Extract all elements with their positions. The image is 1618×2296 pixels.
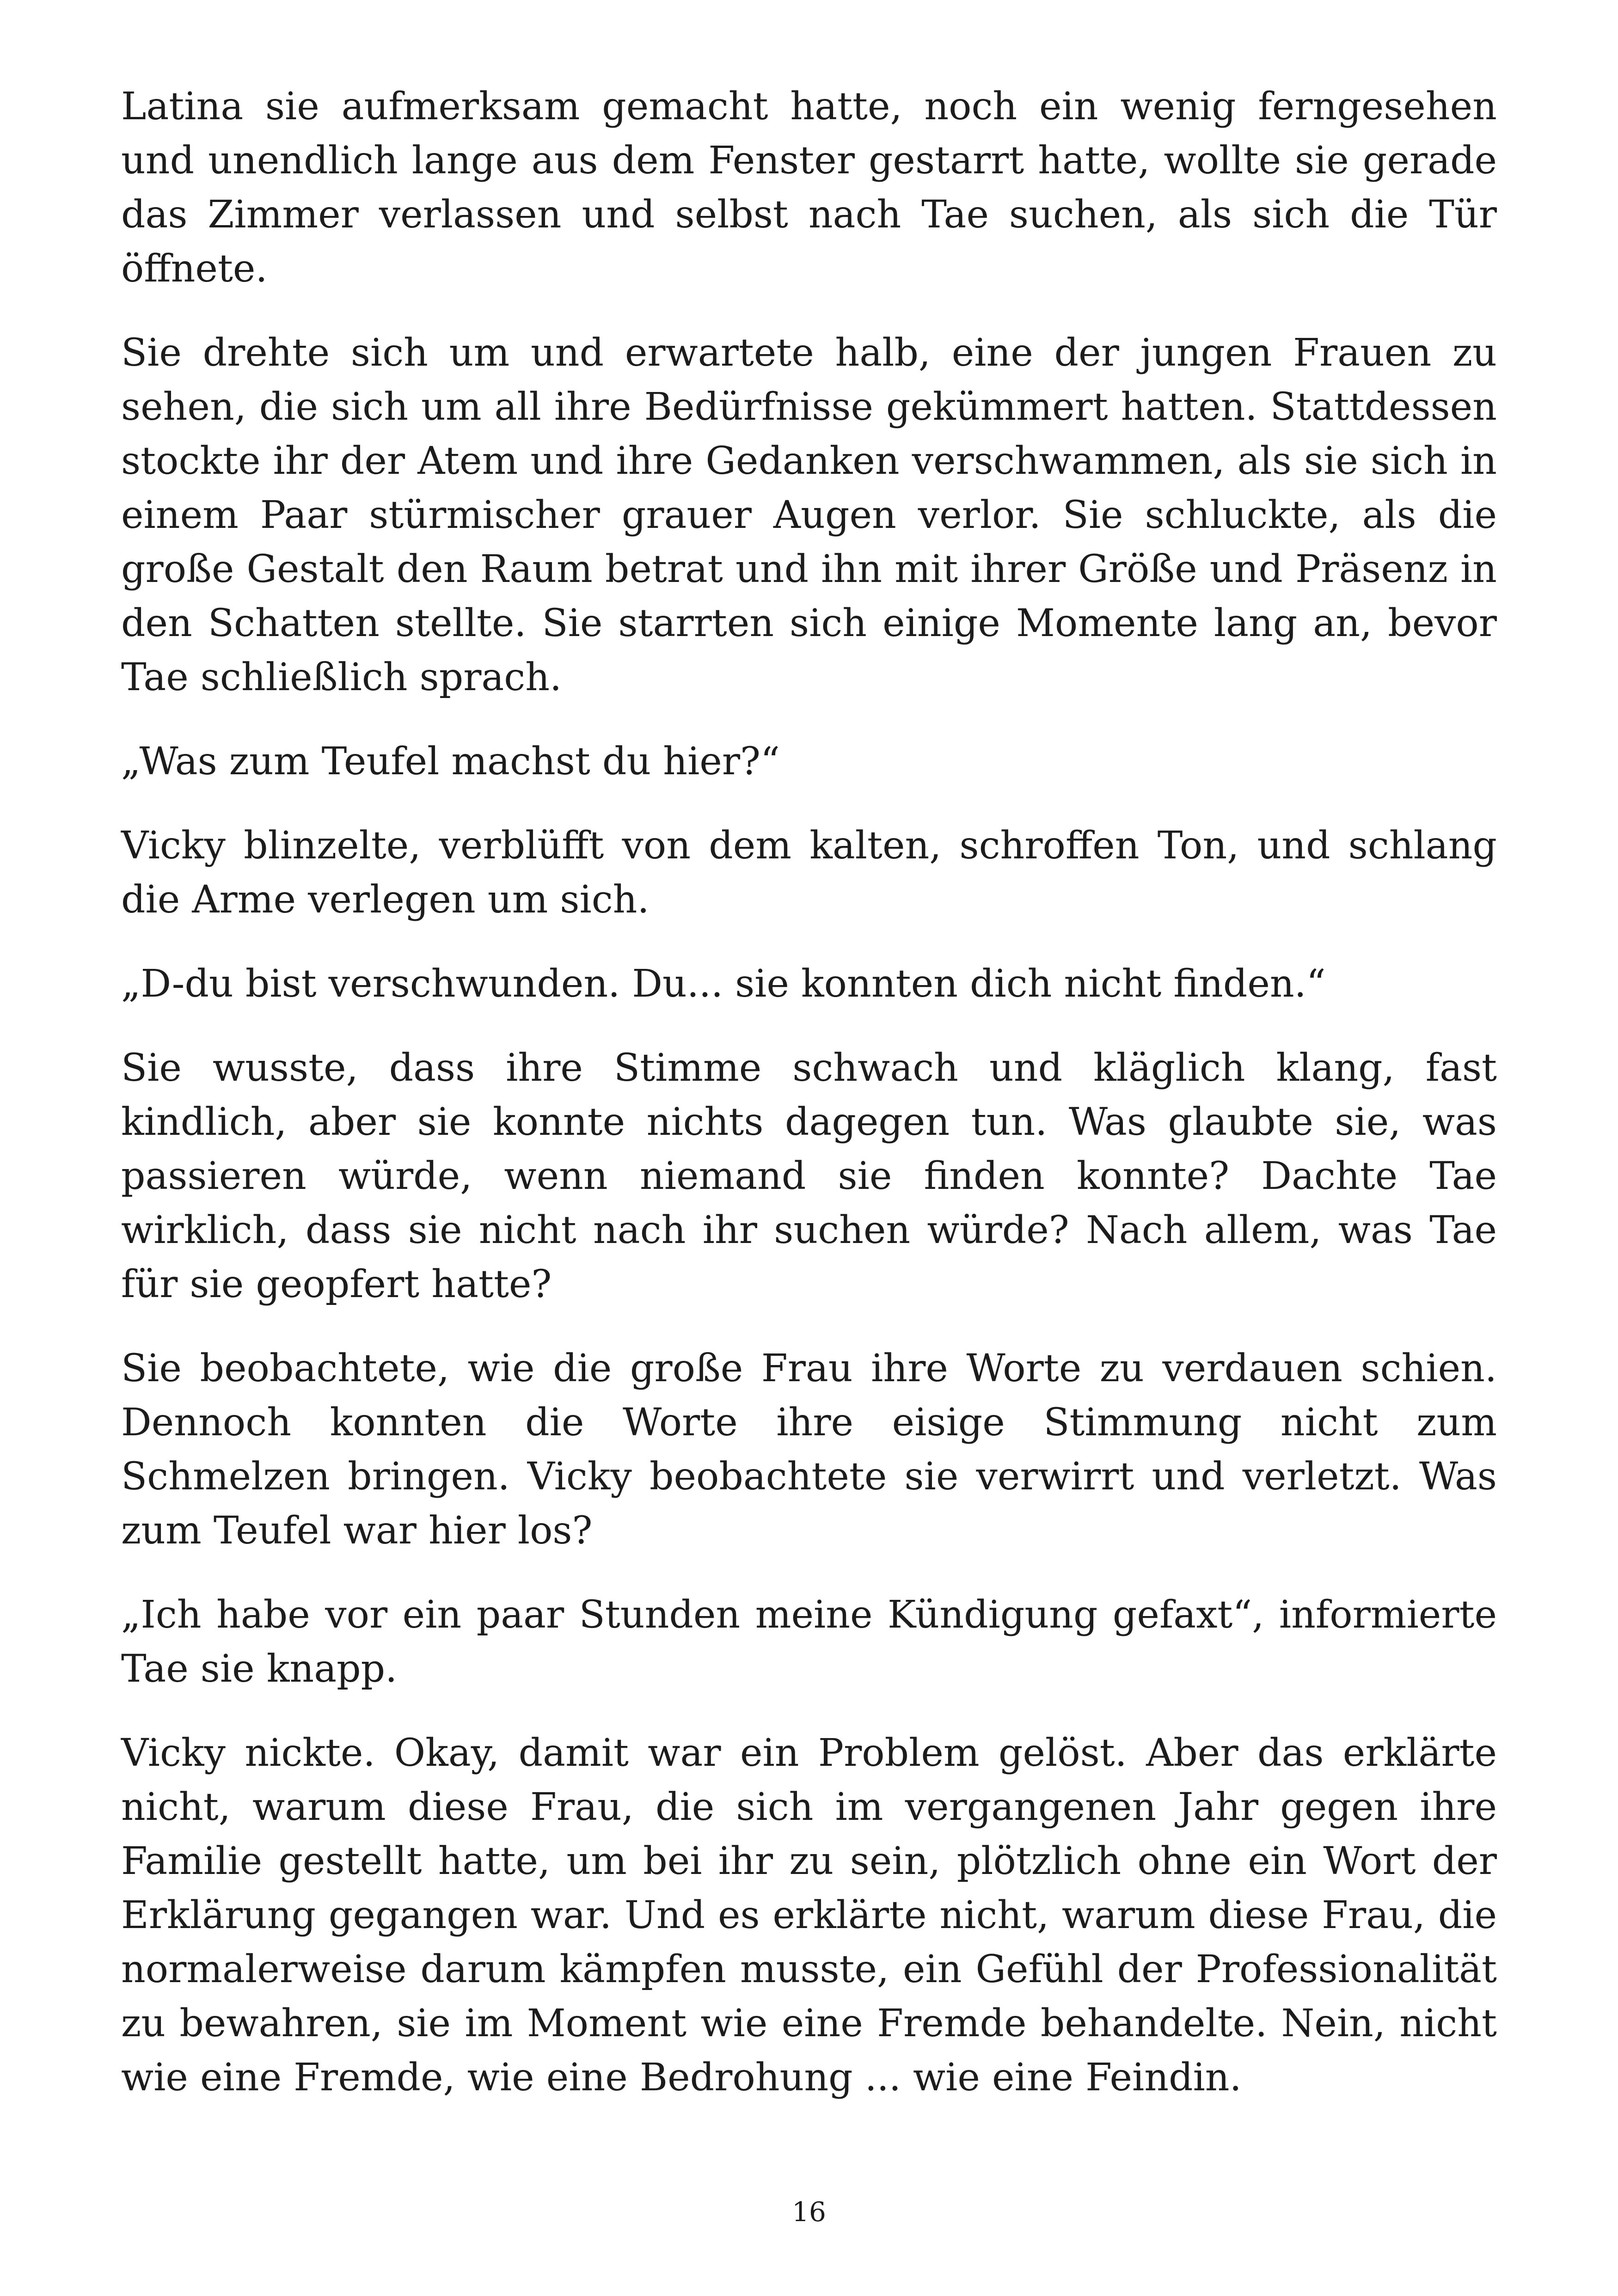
page-body: [121, 80, 1497, 2135]
paragraph-7: Sie beobachtete, wie die große Frau ihre Worte zu verdauen schien. Dennoch konnten die Worte ihre eisige Stimmung nicht zum Schmelzen bringen. Vicky beobachtete sie verwirrt und verletzt. Was zum Teufel war hier los?: [121, 1347, 1497, 1553]
paragraph-4: Vicky blinzelte, verblüfft von dem kalten, schroffen Ton, und schlang die Arme verlegen um sich.: [121, 824, 1497, 922]
page-number: 16: [792, 2196, 826, 2228]
paragraph-3: „Was zum Teufel machst du hier?“: [121, 740, 780, 784]
paragraph-1: Latina sie aufmerksam gemacht hatte, noch ein wenig ferngesehen und unendlich lange aus dem Fenster gestarrt hatte, wollte sie gerade das Zimmer verlassen und selbst nach Tae suchen, als sich die Tür öffnete.: [121, 85, 1497, 291]
paragraph-5: „D-du bist verschwunden. Du... sie konnten dich nicht finden.“: [121, 962, 1326, 1006]
paragraph-6: Sie wusste, dass ihre Stimme schwach und kläglich klang, fast kindlich, aber sie konnte nichts dagegen tun. Was glaubte sie, was passieren würde, wenn niemand sie finden konnte? Dachte Tae wirklich, dass sie nicht nach ihr suchen würde? Nach allem, was Tae für sie geopfert hatte?: [121, 1046, 1497, 1306]
paragraph-8: „Ich habe vor ein paar Stunden meine Kündigung gefaxt“, informierte Tae sie knapp.: [121, 1593, 1497, 1691]
paragraph-9: Vicky nickte. Okay, damit war ein Problem gelöst. Aber das erklärte nicht, warum diese Frau, die sich im vergangenen Jahr gegen ihre Familie gestellt hatte, um bei ihr zu sein, plötzlich ohne ein Wort der Erklärung gegangen war. Und es erklärte nicht, warum diese Frau, die normalerweise darum kämpfen musste, ein Gefühl der Professionalität zu bewahren, sie im Moment wie eine Fremde behandelte. Nein, nicht wie eine Fremde, wie eine Bedrohung ... wie eine Feindin.: [121, 1731, 1497, 2100]
paragraph-2: Sie drehte sich um und erwartete halb, eine der jungen Frauen zu sehen, die sich um all ihre Bedürfnisse gekümmert hatten. Stattdessen stockte ihr der Atem und ihre Gedanken verschwammen, als sie sich in einem Paar stürmischer grauer Augen verlor. Sie schluckte, als die große Gestalt den Raum betrat und ihn mit ihrer Größe und Präsenz in den Schatten stellte. Sie starrten sich einige Momente lang an, bevor Tae schließlich sprach.: [121, 331, 1497, 699]
